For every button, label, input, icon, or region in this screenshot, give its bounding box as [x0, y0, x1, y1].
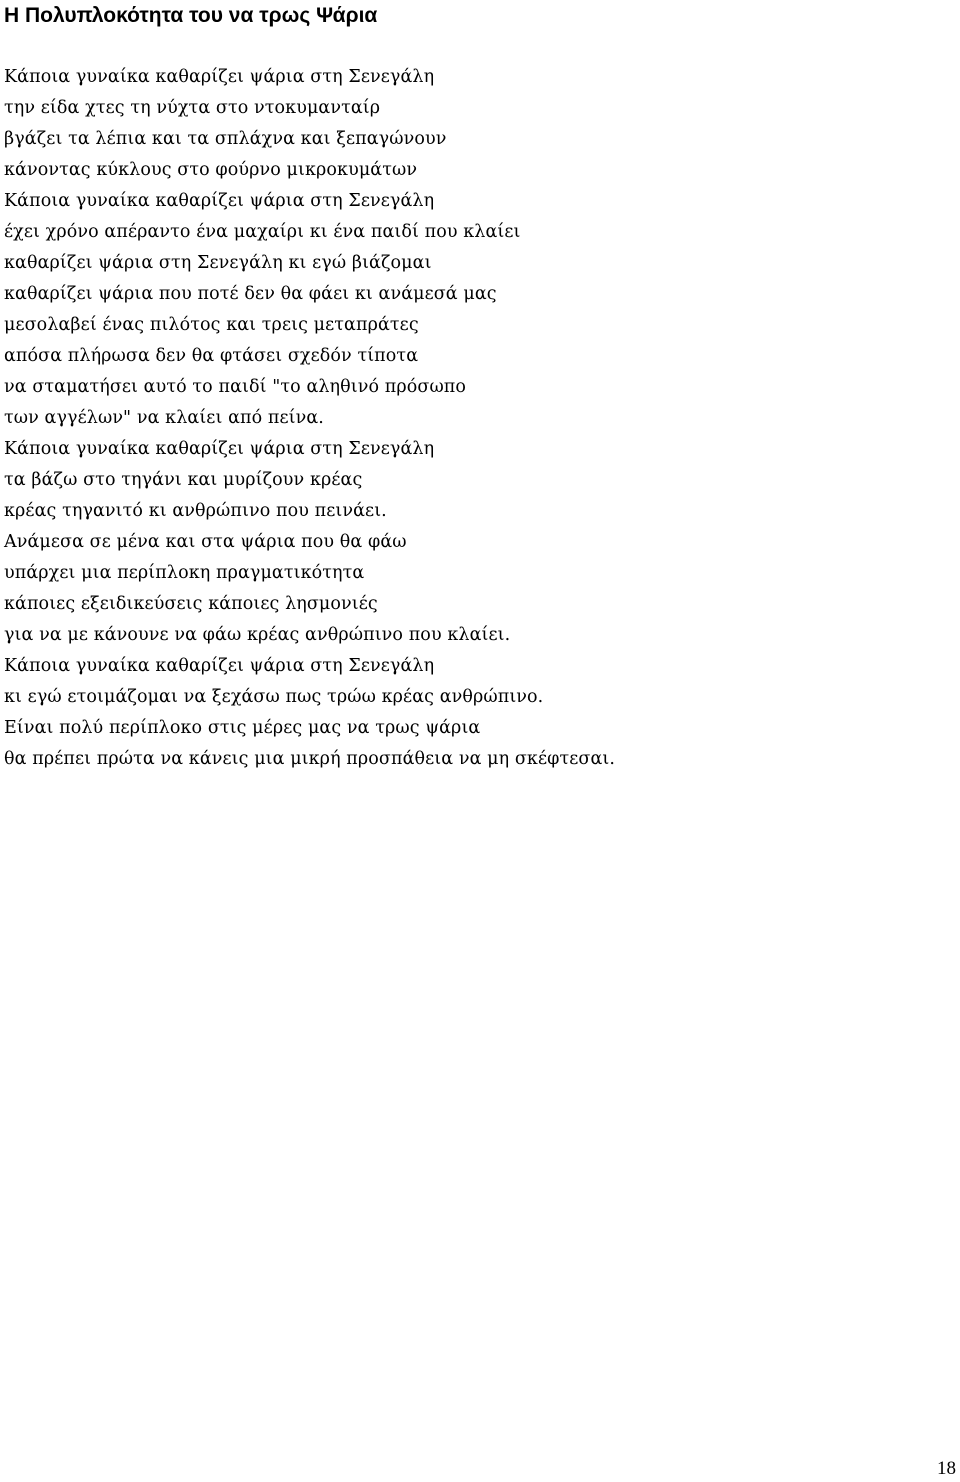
poem-line: κρέας τηγανιτό κι ανθρώπινο που πεινάει. — [4, 501, 387, 521]
poem-line: Ανάμεσα σε μένα και στα ψάρια που θα φάω — [4, 532, 407, 552]
poem-line: έχει χρόνο απέραντο ένα μαχαίρι κι ένα παιδί που κλαίει — [4, 222, 521, 242]
page-number: 18 — [937, 1458, 956, 1479]
poem-line: θα πρέπει πρώτα να κάνεις μια μικρή προσπάθεια να μη σκέφτεσαι. — [4, 749, 616, 769]
poem-body — [4, 62, 615, 775]
poem-line: υπάρχει μια περίπλοκη πραγματικότητα — [4, 563, 365, 583]
poem-line: Κάποια γυναίκα καθαρίζει ψάρια στη Σενεγάλη — [4, 656, 435, 676]
poem-line: τα βάζω στο τηγάνι και μυρίζουν κρέας — [4, 470, 363, 490]
poem-line: να σταματήσει αυτό το παιδί "το αληθινό πρόσωπο — [4, 377, 467, 397]
poem-line: την είδα χτες τη νύχτα στο ντοκυμανταίρ — [4, 98, 381, 118]
poem-line: για να με κάνουνε να φάω κρέας ανθρώπινο που κλαίει. — [4, 625, 511, 645]
poem-line: κι εγώ ετοιμάζομαι να ξεχάσω πως τρώω κρέας ανθρώπινο. — [4, 687, 544, 707]
poem-title: Η Πολυπλοκότητα του να τρως Ψάρια — [4, 4, 378, 27]
poem-line: καθαρίζει ψάρια που ποτέ δεν θα φάει κι ανάμεσά μας — [4, 284, 497, 304]
poem-line: καθαρίζει ψάρια στη Σενεγάλη κι εγώ βιάζομαι — [4, 253, 432, 273]
poem-line: Είναι πολύ περίπλοκο στις μέρες μας να τρως ψάρια — [4, 718, 481, 738]
poem-line: Κάποια γυναίκα καθαρίζει ψάρια στη Σενεγάλη — [4, 191, 435, 211]
poem-line: απόσα πλήρωσα δεν θα φτάσει σχεδόν τίποτα — [4, 346, 419, 366]
poem-line: Κάποια γυναίκα καθαρίζει ψάρια στη Σενεγάλη — [4, 439, 435, 459]
poem-line: μεσολαβεί ένας πιλότος και τρεις μεταπράτες — [4, 315, 419, 335]
poem-line: κάνοντας κύκλους στο φούρνο μικροκυμάτων — [4, 160, 418, 180]
poem-line: Κάποια γυναίκα καθαρίζει ψάρια στη Σενεγάλη — [4, 67, 435, 87]
poem-line: των αγγέλων" να κλαίει από πείνα. — [4, 408, 324, 428]
poem-line: βγάζει τα λέπια και τα σπλάχνα και ξεπαγώνουν — [4, 129, 447, 149]
poem-line: κάποιες εξειδικεύσεις κάποιες λησμονιές — [4, 594, 378, 614]
